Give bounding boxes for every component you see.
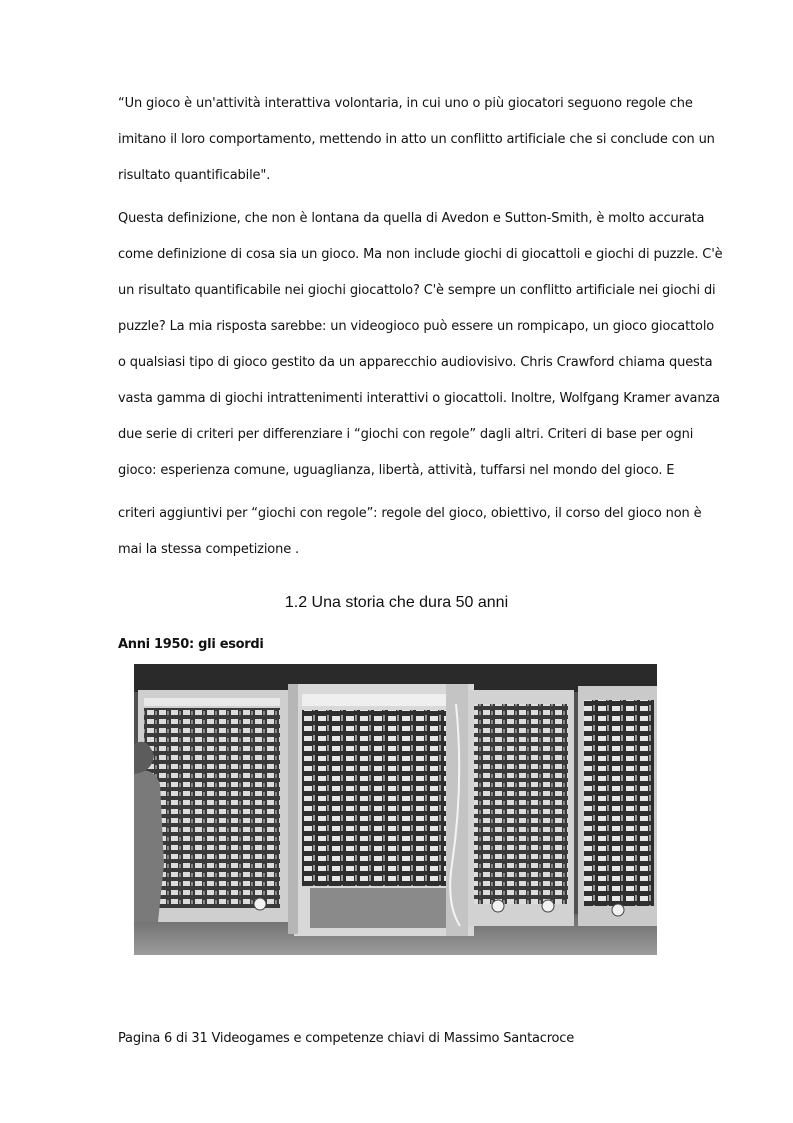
paragraph-2-line-3: un risultato quantificabile nei giochi giocattolo? C'è sempre un conflitto artificiale nei giochi di [118, 283, 716, 298]
paragraph-1-line-2: imitano il loro comportamento, mettendo in atto un conflitto artificiale che si conclude con un [118, 132, 715, 147]
paragraph-3-line-2: mai la stessa competizione . [118, 542, 300, 557]
paragraph-1-line-3: risultato quantificabile". [118, 168, 271, 183]
paragraph-2-line-8: gioco: esperienza comune, uguaglianza, libertà, attività, tuffarsi nel mondo del gioco. E [118, 463, 675, 478]
paragraph-2-line-7: due serie di criteri per differenziare i “giochi con regole” dagli altri. Criteri di base per ogni [118, 427, 694, 442]
paragraph-1-line-1: “Un gioco è un'attività interattiva volontaria, in cui uno o più giocatori seguono regole che [118, 96, 693, 111]
paragraph-3-line-1: criteri aggiuntivi per “giochi con regole”: regole del gioco, obiettivo, il corso del gioco non è [118, 506, 702, 521]
paragraph-2-line-5: o qualsiasi tipo di gioco gestito da un apparecchio audiovisivo. Chris Crawford chiama questa [118, 355, 713, 370]
computer-cabinets-photo [134, 664, 657, 955]
paragraph-2-line-2: come definizione di cosa sia un gioco. Ma non include giochi di giocattoli e giochi di puzzle. C'è [118, 247, 723, 262]
section-subheading: Anni 1950: gli esordi [118, 637, 264, 652]
page-footer: Pagina 6 di 31 Videogames e competenze chiavi di Massimo Santacroce [118, 1031, 575, 1046]
paragraph-2-line-1: Questa definizione, che non è lontana da quella di Avedon e Sutton-Smith, è molto accurata [118, 211, 705, 226]
paragraph-2-line-4: puzzle? La mia risposta sarebbe: un videogioco può essere un rompicapo, un gioco giocattolo [118, 319, 715, 334]
paragraph-2-line-6: vasta gamma di giochi intrattenimenti interattivi o giocattoli. Inoltre, Wolfgang Kramer avanza [118, 391, 720, 406]
section-heading: 1.2 Una storia che dura 50 anni [284, 594, 509, 611]
computer-photo-illustration [134, 664, 657, 955]
